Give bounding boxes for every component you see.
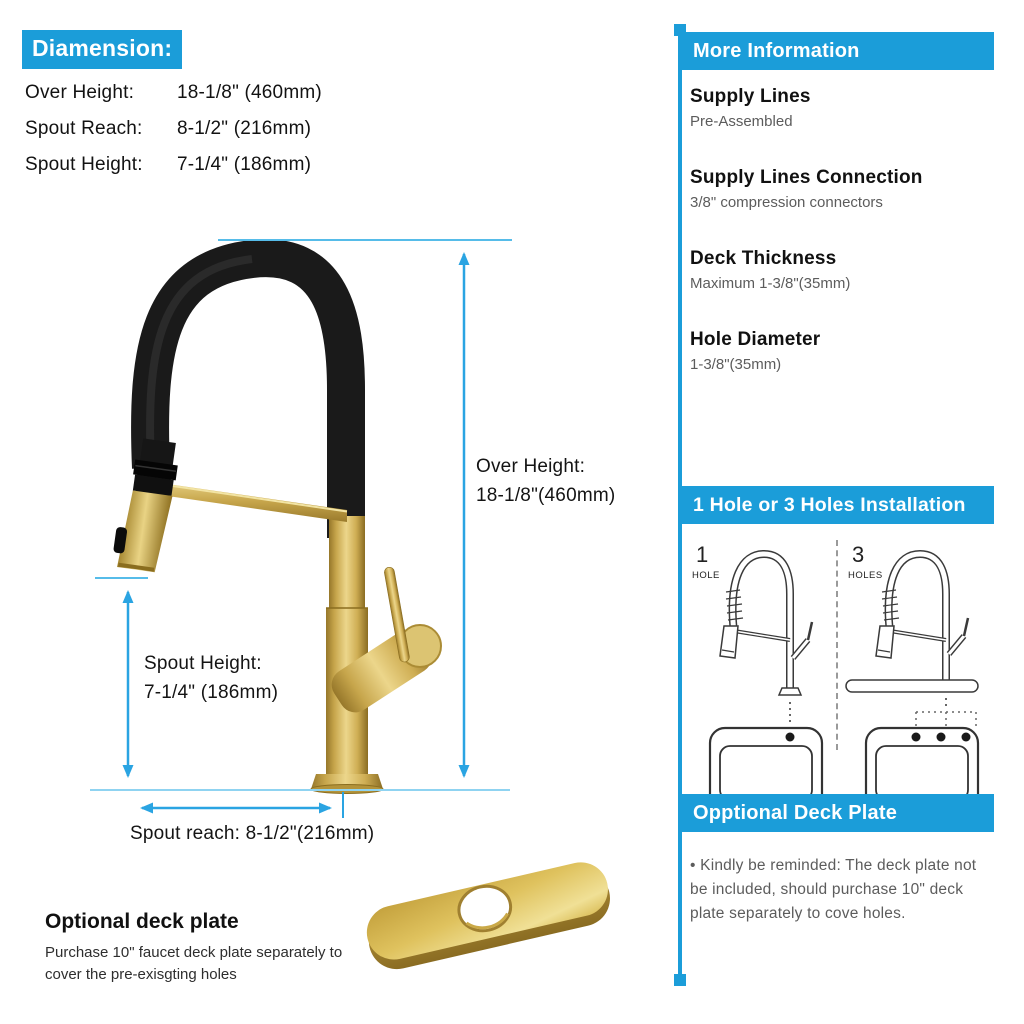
sink-hole — [786, 733, 795, 742]
optional-deck-plate-title: Optional deck plate — [45, 910, 239, 933]
spout-reach-annotation: Spout reach: 8-1/2"(216mm) — [130, 823, 375, 844]
spec-value: 18-1/8" (460mm) — [177, 82, 322, 103]
more-information-header: More Information — [680, 32, 994, 70]
spec-spout-height — [25, 154, 322, 176]
mini-deck-plate — [846, 680, 978, 692]
spray-head — [111, 436, 181, 573]
bullet-icon: • — [690, 857, 696, 874]
spec-over-height — [25, 82, 322, 104]
spec-value: 8-1/2" (216mm) — [177, 118, 312, 139]
sink-hole — [912, 733, 921, 742]
spout-height-annotation: Spout Height: 7-1/4" (186mm) — [144, 653, 279, 703]
svg-text:1: 1 — [696, 542, 709, 567]
optional-deck-plate-note — [45, 910, 375, 986]
spec-value: 7-1/4" (186mm) — [177, 154, 312, 175]
info-item-supply-lines-connection: Supply Lines Connection 3/8" compression connectors — [690, 167, 923, 211]
over-height-annotation: Over Height: 18-1/8"(460mm) — [476, 456, 616, 506]
spec-label: Over Height: — [25, 82, 135, 103]
info-item-hole-diameter: Hole Diameter 1-3/8"(35mm) — [690, 329, 821, 373]
one-hole-diagram — [688, 530, 838, 822]
info-item-deck-thickness: Deck Thickness Maximum 1-3/8"(35mm) — [690, 248, 851, 292]
dimensions-title: Diamension: — [22, 30, 182, 69]
mini-faucet — [720, 554, 812, 724]
deck-plate-header: Opptional Deck Plate — [680, 794, 994, 832]
deck-plate-photo — [361, 857, 615, 975]
three-holes-diagram — [844, 530, 994, 822]
panel-border-cap-bottom — [674, 974, 686, 986]
spec-spout-reach — [25, 118, 322, 140]
sink-hole — [937, 733, 946, 742]
installation-header: 1 Hole or 3 Holes Installation — [680, 486, 994, 524]
spec-label: Spout Height: — [25, 154, 143, 175]
more-information-list — [690, 86, 990, 373]
deck-plate-note: • Kindly be reminded: The deck plate not be included, should purchase 10" deck plate separately to cove holes. — [690, 857, 977, 923]
svg-text:HOLES: HOLES — [848, 570, 883, 581]
dimensions-spec-list — [25, 82, 322, 190]
info-item-supply-lines: Supply Lines Pre-Assembled — [690, 86, 811, 130]
optional-deck-plate-text: Purchase 10" faucet deck plate separately to cover the pre-exisgting holes — [45, 944, 343, 983]
svg-text:3: 3 — [852, 542, 865, 567]
info-panel — [674, 24, 1004, 990]
svg-text:HOLE: HOLE — [692, 570, 720, 581]
spec-label: Spout Reach: — [25, 118, 143, 139]
sink-hole — [962, 733, 971, 742]
